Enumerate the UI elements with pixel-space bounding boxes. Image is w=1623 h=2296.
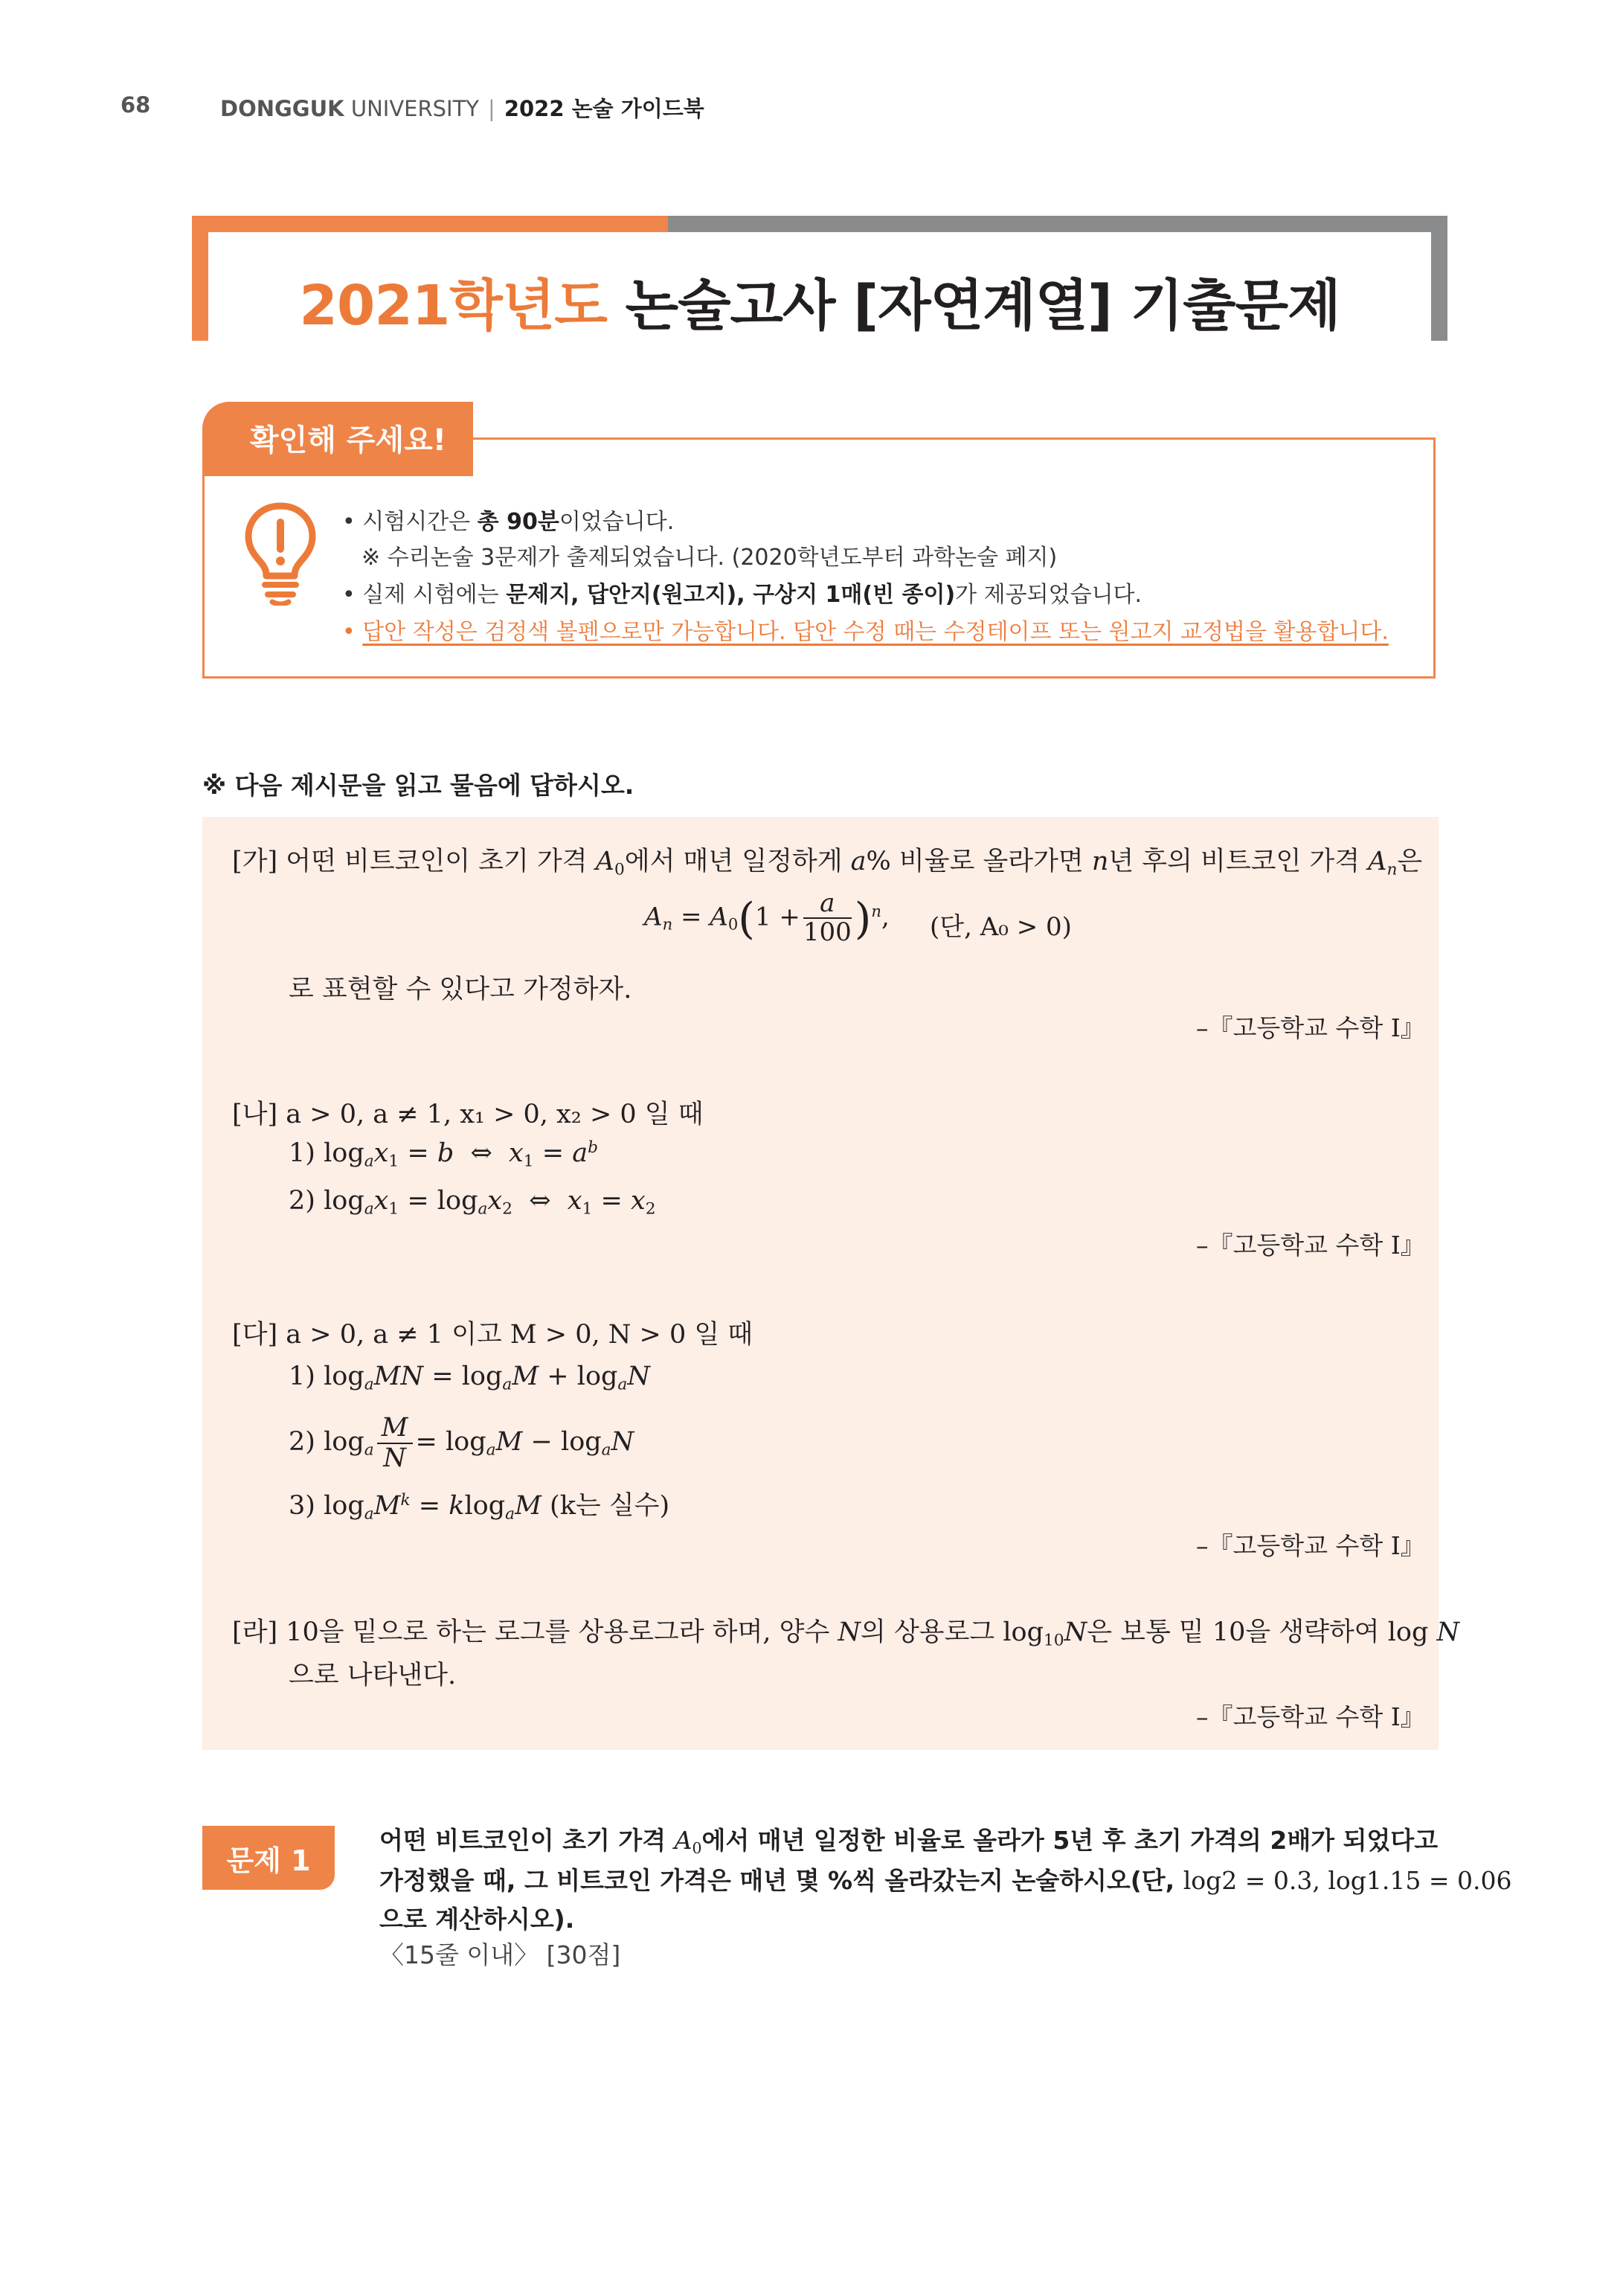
running-header bbox=[220, 92, 704, 123]
passage-ga-source: –『고등학교 수학 I』 bbox=[1196, 1013, 1425, 1042]
passage-na-cond: a > 0, a ≠ 1, x₁ > 0, x₂ > 0 일 때 bbox=[286, 1100, 704, 1129]
title-bar-orange bbox=[192, 216, 668, 232]
problem-line-2 bbox=[379, 1862, 1511, 1896]
problem-line-1: 어떤 비트코인이 초기 가격 $A_0$에서 매년 일정한 비율로 올라가 5년 후 초기 가격의 2배가 되었다고 bbox=[379, 1826, 1439, 1858]
notice-line1-bold: 총 90분 bbox=[477, 509, 559, 535]
passage-da-item2-num: 2) bbox=[289, 1427, 324, 1457]
notice-tab-label: 확인해 주세요! bbox=[250, 423, 447, 458]
notice-line4-bullet: • bbox=[342, 619, 363, 645]
passage-ra-line1-a: 10을 밑으로 하는 로그를 상용로그라 하며, 양수 bbox=[286, 1617, 838, 1647]
problem-limit: 〈15줄 이내〉 [30점] bbox=[379, 1940, 621, 1969]
passage-ga-formula: $A_n = A_0(1$ + $\frac{a}{100}$ )$^n$, bbox=[644, 888, 890, 948]
passage-ga-intro-3: % 비율로 올라가면 bbox=[866, 847, 1092, 876]
notice-line1-pre: • 시험시간은 bbox=[342, 509, 478, 535]
passage-na-item1-num: 1) bbox=[289, 1138, 324, 1168]
passage-da-item-2: 2) $\log_a$ $\frac{M}{N}$ = $\log_aM - \log_aN$ bbox=[289, 1413, 634, 1473]
passage-da-item1-num: 1) bbox=[289, 1362, 324, 1391]
header-university-bold: DONGGUK bbox=[220, 96, 344, 121]
instruction: ※ 다음 제시문을 읽고 물음에 답하시오. bbox=[202, 771, 634, 800]
passage-ga-intro-1: 어떤 비트코인이 초기 가격 bbox=[286, 847, 596, 876]
header-separator: | bbox=[488, 96, 495, 121]
passage-ra-line1-c: 은 보통 밑 10을 생략하여 bbox=[1087, 1617, 1388, 1647]
passage-ra-line1-b: 의 상용로그 bbox=[861, 1617, 1003, 1647]
passage-da-item-3: 3) $\log_aM^k = klog_aM$ (k는 실수) bbox=[289, 1491, 670, 1524]
problem-line2-given: log2 = 0.3, log1.15 = 0.06 bbox=[1183, 1866, 1512, 1895]
notice-line-questions: ※ 수리논술 3문제가 출제되었습니다. (2020학년도부터 과학논술 폐지) bbox=[361, 545, 1058, 571]
notice-line3-bold: 문제지, 답안지(원고지), 구상지 1매(빈 종이) bbox=[506, 582, 956, 608]
header-university-rest: UNIVERSITY bbox=[350, 96, 480, 121]
problem-line-3: 으로 계산하시오). bbox=[379, 1905, 575, 1934]
passage-na-item2-num: 2) bbox=[289, 1186, 324, 1216]
title-bar-gray bbox=[668, 216, 1447, 232]
problem-line1-b: 에서 매년 일정한 비율로 올라가 5년 후 초기 가격의 2배가 되었다고 bbox=[701, 1826, 1439, 1855]
title-main: 논술고사 [자연계열] 기출문제 bbox=[625, 274, 1340, 338]
notice-line-exam-time bbox=[342, 503, 674, 536]
title-year: 2021학년도 bbox=[299, 274, 607, 338]
passage-da-cond: a > 0, a ≠ 1 이고 M > 0, N > 0 일 때 bbox=[286, 1320, 753, 1350]
passage-ra-line-2: 으로 나타낸다. bbox=[289, 1661, 457, 1690]
notice-line1-post: 이었습니다. bbox=[559, 509, 675, 535]
passage-ra-label: [라] bbox=[232, 1617, 278, 1647]
passage-na-condition bbox=[232, 1094, 704, 1131]
passage-ga-intro-2: 에서 매년 일정하게 bbox=[624, 847, 851, 876]
passage-ga-label: [가] bbox=[232, 847, 278, 876]
passage-da-source: –『고등학교 수학 I』 bbox=[1196, 1531, 1425, 1560]
notice-line4-text: 답안 작성은 검정색 볼펜으로만 가능합니다. 답안 수정 때는 수정테이프 또는 원고지 교정법을 활용합니다. bbox=[362, 619, 1389, 645]
notice-line3-post: 가 제공되었습니다. bbox=[955, 582, 1142, 608]
lightbulb-icon bbox=[242, 500, 318, 606]
passage-ga-intro-4: 년 후의 비트코인 가격 bbox=[1108, 847, 1369, 876]
title-right-edge bbox=[1431, 216, 1447, 341]
passage-ga-outro: 로 표현할 수 있다고 가정하자. bbox=[289, 975, 632, 1004]
problem-tab-label: 문제 1 bbox=[226, 1844, 311, 1877]
passage-na-label: [나] bbox=[232, 1100, 278, 1129]
notice-line-pen-rule bbox=[342, 613, 1389, 646]
problem-line2-a: 가정했을 때, 그 비트코인 가격은 매년 몇 %씩 올라갔는지 논술하시오(단, bbox=[379, 1866, 1183, 1895]
passage-na-source: –『고등학교 수학 I』 bbox=[1196, 1231, 1425, 1260]
passage-da-condition bbox=[232, 1314, 753, 1351]
notice-line-materials bbox=[342, 576, 1142, 609]
notice-line3-pre: • 실제 시험에는 bbox=[342, 582, 507, 608]
title-left-edge bbox=[192, 216, 208, 341]
passage-na-item-1: 1) $\log_ax_1 = b$ ⇔ $x_1 = a^b$ bbox=[289, 1138, 598, 1171]
passage-da-item3-num: 3) bbox=[289, 1491, 324, 1521]
passage-da-item3-note: (k는 실수) bbox=[541, 1491, 670, 1521]
passage-ra-line-1: [라] 10을 밑으로 하는 로그를 상용로그라 하며, 양수 N의 상용로그 $\log_{10}N$은 보통 밑 10을 생략하여 log N bbox=[232, 1617, 1460, 1650]
passage-da-item-1: 1) $\log_aMN = \log_aM + \log_aN$ bbox=[289, 1362, 650, 1394]
passage-ga-condition: (단, A₀ > 0) bbox=[930, 912, 1072, 942]
passage-ga-intro: [가] 어떤 비트코인이 초기 가격 $A_0$에서 매년 일정하게 a% 비율로 올라가면 n년 후의 비트코인 가격 $A_n$은 bbox=[232, 847, 1423, 879]
header-guide-title: 2022 논술 가이드북 bbox=[504, 96, 704, 121]
passage-box bbox=[202, 817, 1439, 1750]
page-title bbox=[208, 262, 1431, 341]
passage-ga-intro-5: 은 bbox=[1397, 847, 1423, 876]
passage-ra-source: –『고등학교 수학 I』 bbox=[1196, 1702, 1425, 1731]
passage-da-label: [다] bbox=[232, 1320, 278, 1350]
problem-line1-a: 어떤 비트코인이 초기 가격 bbox=[379, 1826, 675, 1855]
page-number: 68 bbox=[120, 92, 151, 118]
passage-na-item-2: 2) $\log_ax_1 = \log_ax_2$ ⇔ $x_1 = x_2$ bbox=[289, 1186, 656, 1219]
